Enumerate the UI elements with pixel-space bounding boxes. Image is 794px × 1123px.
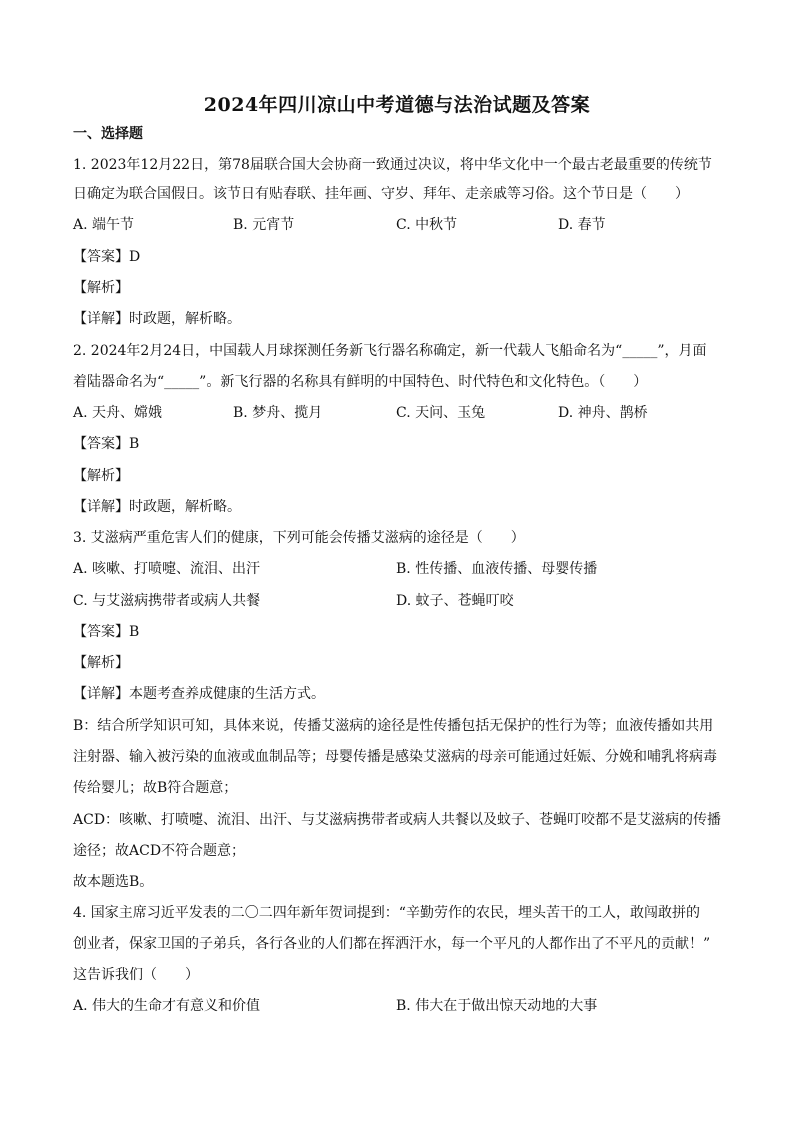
q2-stem-line2: 着陆器命名为“_____”。新飞行器的名称具有鲜明的中国特色、时代特色和文化特色。（ ） [73,374,648,390]
page-title: 2024年四川凉山中考道德与法治试题及答案 [203,94,591,116]
q3-answer: 【答案】B [73,624,140,640]
q3-option-c: C. 与艾滋病携带者或病人共餐 [73,593,261,609]
q2-option-b: B. 梦舟、揽月 [233,405,323,421]
q1-option-d: D. 春节 [558,217,606,233]
q1-option-c: C. 中秋节 [396,217,458,233]
q3-option-d: D. 蚊子、苍蝇叮咬 [396,593,514,609]
q3-explanation-line2: 注射器、输入被污染的血液或血制品等；母婴传播是感染艾滋病的母亲可能通过妊娠、分娩和哺乳将病毒 [73,749,717,765]
q3-detail: 【详解】本题考查养成健康的生活方式。 [73,686,325,702]
q2-option-a: A. 天舟、嫦娥 [73,405,163,421]
q4-option-b: B. 伟大在于做出惊天动地的大事 [396,998,598,1014]
q1-stem-line1: 1. 2023年12月22日，第78届联合国大会协商一致通过决议，将中华文化中一个最古老最重要的传统节 [73,157,712,173]
section-heading: 一、选择题 [73,126,143,142]
q4-stem-line1: 4. 国家主席习近平发表的二〇二四年新年贺词提到：“辛勤劳作的农民，埋头苦干的工人，敢闯敢拼的 [73,905,700,921]
q3-explanation-line5: 途径；故ACD不符合题意； [73,843,246,859]
q3-conclusion: 故本题选B。 [73,874,154,890]
q2-option-c: C. 天问、玉兔 [396,405,486,421]
q2-answer: 【答案】B [73,436,140,452]
q1-stem-line2: 日确定为联合国假日。该节日有贴春联、挂年画、守岁、拜年、走亲戚等习俗。这个节日是（ ） [73,186,689,202]
q1-analysis: 【解析】 [73,280,129,296]
q3-explanation-line3: 传给婴儿；故B符合题意； [73,780,238,796]
q1-option-b: B. 元宵节 [233,217,295,233]
q3-option-a: A. 咳嗽、打喷嚏、流泪、出汗 [73,561,261,577]
q3-explanation-line1: B：结合所学知识可知，具体来说，传播艾滋病的途径是性传播包括无保护的性行为等；血液传播如共用 [73,718,714,734]
q3-explanation-line4: ACD：咳嗽、打喷嚏、流泪、出汗、与艾滋病携带者或病人共餐以及蚊子、苍蝇叮咬都不是艾滋病的传播 [73,812,722,828]
q4-stem-line2: 创业者，保家卫国的子弟兵，各行各业的人们都在挥洒汗水，每一个平凡的人都作出了不平凡的贡献！” [73,936,711,952]
q1-answer: 【答案】D [73,249,141,265]
q2-option-d: D. 神舟、鹊桥 [558,405,648,421]
q1-detail: 【详解】时政题，解析略。 [73,311,241,327]
q2-stem-line1: 2. 2024年2月24日，中国载人月球探测任务新飞行器名称确定，新一代载人飞船命名为“_____”，月面 [73,343,707,359]
q3-stem-line1: 3. 艾滋病严重危害人们的健康，下列可能会传播艾滋病的途径是（ ） [73,530,525,546]
q1-option-a: A. 端午节 [73,217,135,233]
q3-analysis: 【解析】 [73,655,129,671]
q4-option-a: A. 伟大的生命才有意义和价值 [73,998,261,1014]
q4-stem-line3: 这告诉我们（ ） [73,967,199,983]
q3-option-b: B. 性传播、血液传播、母婴传播 [396,561,598,577]
q2-detail: 【详解】时政题，解析略。 [73,499,241,515]
q2-analysis: 【解析】 [73,468,129,484]
